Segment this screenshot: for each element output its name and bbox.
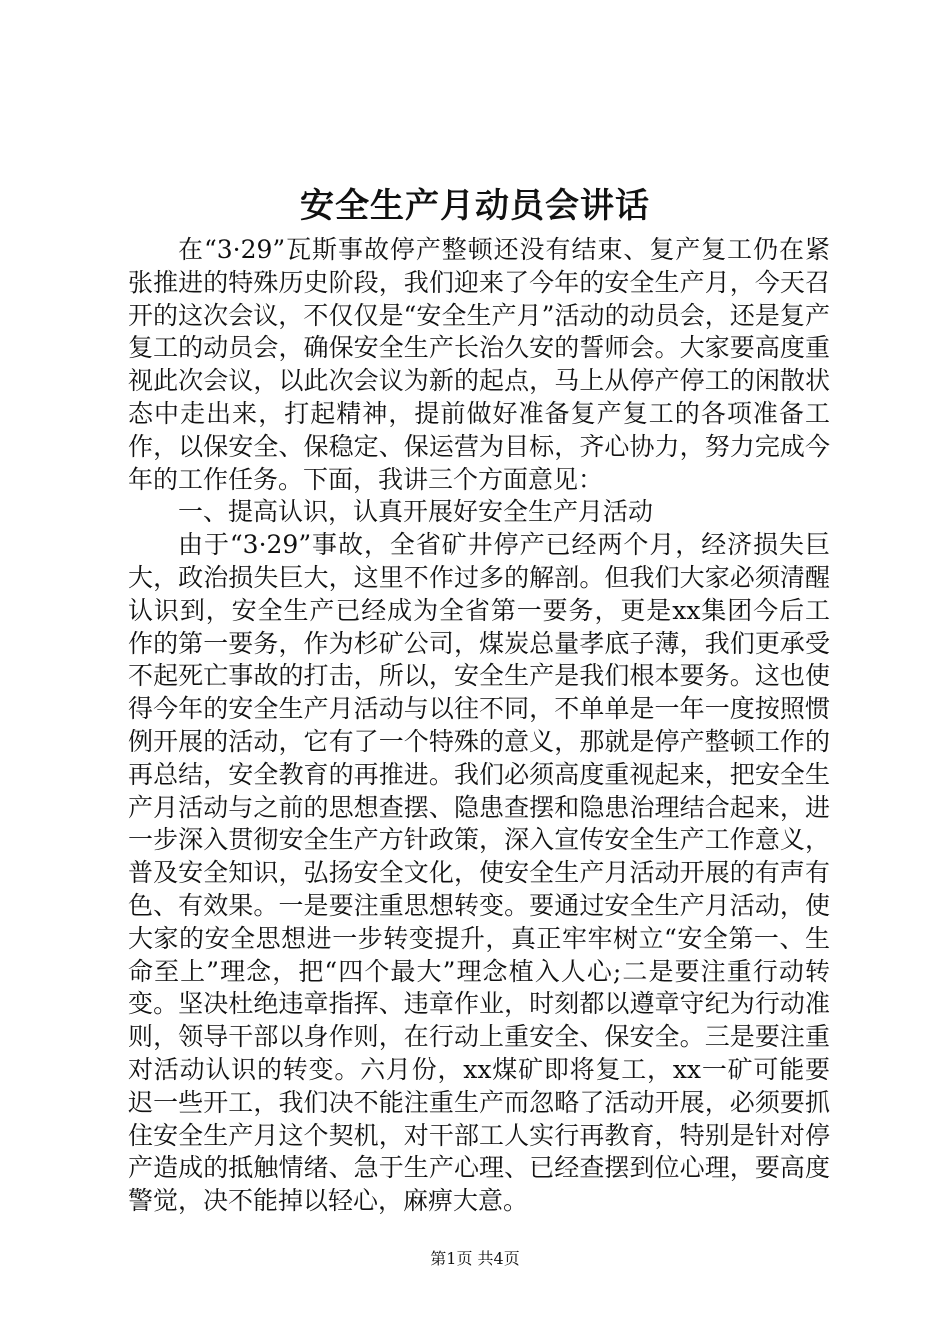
intro-paragraph: 在“3·29”瓦斯事故停产整顿还没有结束、复产复工仍在紧张推进的特殊历史阶段，我们迎来了今年的安全生产月，今天召开的这次会议，不仅仅是“安全生产月”活动的动员会，还是复产复工的动员会，确保安全生产长治久安的誓师会。大家要高度重视此次会议，以此次会议为新的起点，马上从停产停工的闲散状态中走出来，打起精神，提前做好准备复产复工的各项准备工作，以保安全、保稳定、保运营为目标，齐心协力，努力完成今年的工作任务。下面，我讲三个方面意见： (128, 235, 830, 494)
document-title: 安全生产月动员会讲话 (300, 186, 650, 226)
document-body (128, 234, 830, 1218)
page-footer: 第1页 共4页 (430, 1249, 520, 1268)
section-paragraph: 由于“3·29”事故，全省矿井停产已经两个月，经济损失巨大，政治损失巨大，这里不作过多的解剖。但我们大家必须清醒认识到，安全生产已经成为全省第一要务，更是xx集团今后工作的第一要务，作为杉矿公司，煤炭总量孝底子薄，我们更承受不起死亡事故的打击，所以，安全生产是我们根本要务。这也使得今年的安全生产月活动与以往不同，不单单是一年一度按照惯例开展的活动，它有了一个特殊的意义，那就是停产整顿工作的再总结，安全教育的再推进。我们必须高度重视起来，把安全生产月活动与之前的思想查摆、隐患查摆和隐患治理结合起来，进一步深入贯彻安全生产方针政策，深入宣传安全生产工作意义，普及安全知识，弘扬安全文化，使安全生产月活动开展的有声有色、有效果。一是要注重思想转变。要通过安全生产月活动，使大家的安全思想进一步转变提升，真正牢牢树立“安全第一、生命至上”理念，把“四个最大”理念植入人心;二是要注重行动转变。坚决杜绝违章指挥、违章作业，时刻都以遵章守纪为行动准则，领导干部以身作则，在行动上重安全、保安全。三是要注重对活动认识的转变。六月份，xx煤矿即将复工，xx一矿可能要迟一些开工，我们决不能注重生产而忽略了活动开展，必须要抓住安全生产月这个契机，对干部工人实行再教育，特别是针对停产造成的抵触情绪、急于生产心理、已经查摆到位心理，要高度警觉，决不能掉以轻心，麻痹大意。 (128, 530, 830, 1216)
section-heading: 一、提高认识，认真开展好安全生产月活动 (178, 497, 654, 527)
